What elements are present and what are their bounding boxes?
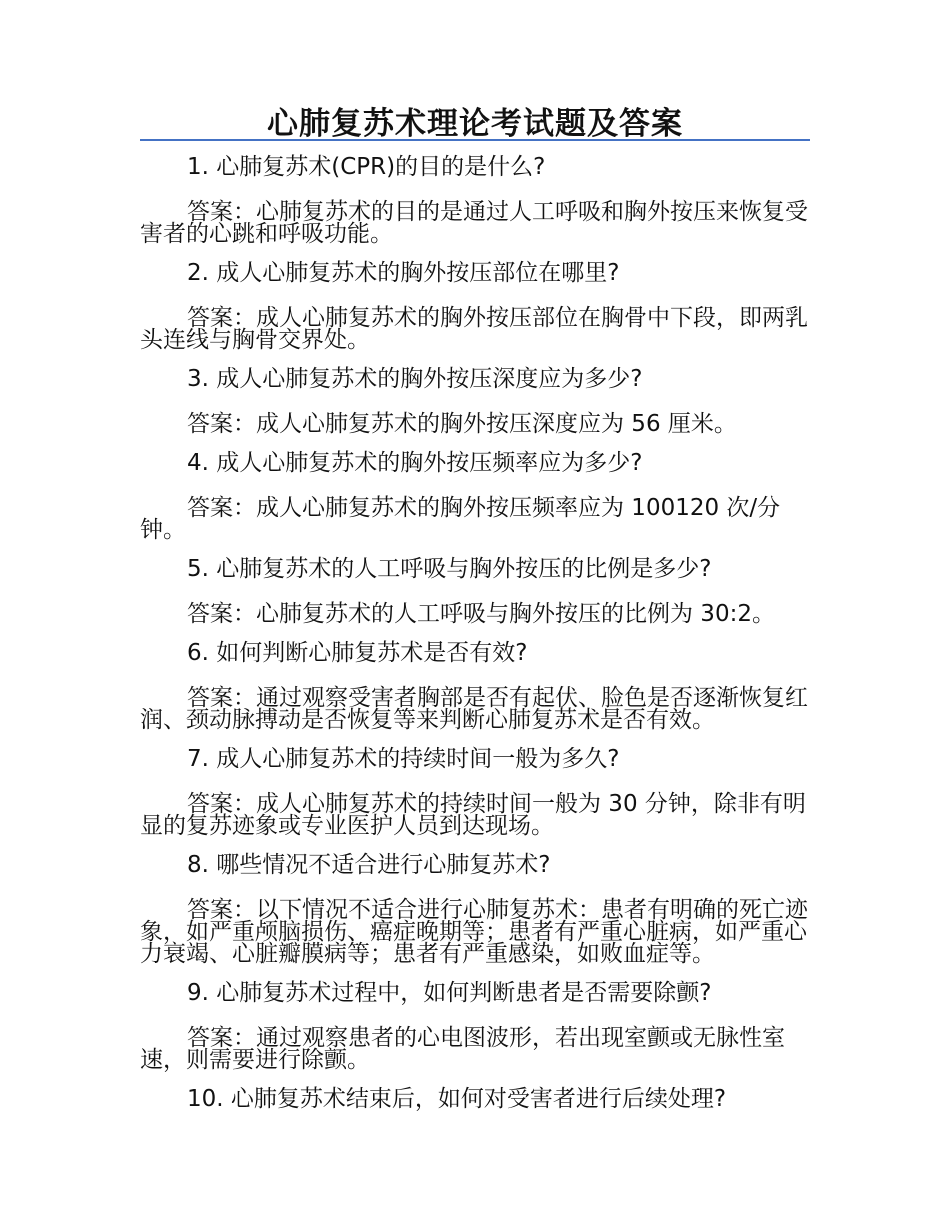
answer-7: 答案：成人心肺复苏术的持续时间一般为 30 分钟，除非有明显的复苏迹象或专业医护人员到达现场。 [140,791,806,839]
question-4: 4. 成人心肺复苏术的胸外按压频率应为多少? [187,450,643,476]
answer-3: 答案：成人心肺复苏术的胸外按压深度应为 56 厘米。 [187,411,737,437]
document-title: 心肺复苏术理论考试题及答案 [267,106,683,142]
answer-4: 答案：成人心肺复苏术的胸外按压频率应为 100120 次/分钟。 [140,495,781,543]
answer-2: 答案：成人心肺复苏术的胸外按压部位在胸骨中下段，即两乳头连线与胸骨交界处。 [140,305,808,353]
answer-5: 答案：心肺复苏术的人工呼吸与胸外按压的比例为 30:2。 [187,601,775,627]
question-5: 5. 心肺复苏术的人工呼吸与胸外按压的比例是多少? [187,556,712,582]
question-7: 7. 成人心肺复苏术的持续时间一般为多久? [187,746,620,772]
question-8: 8. 哪些情况不适合进行心肺复苏术? [187,852,551,878]
question-6: 6. 如何判断心肺复苏术是否有效? [187,640,528,666]
question-3: 3. 成人心肺复苏术的胸外按压深度应为多少? [187,366,643,392]
document-body [140,156,810,1133]
answer-8: 答案：以下情况不适合进行心肺复苏术：患者有明确的死亡迹象，如严重颅脑损伤、癌症晚期等；患者有严重心脏病，如严重心力衰竭、心脏瓣膜病等；患者有严重感染，如败血症等。 [140,897,808,967]
question-1: 1. 心肺复苏术(CPR)的目的是什么? [187,154,546,180]
question-10: 10. 心肺复苏术结束后，如何对受害者进行后续处理? [187,1086,727,1112]
title-underline [140,139,810,141]
answer-9: 答案：通过观察患者的心电图波形，若出现室颤或无脉性室速，则需要进行除颤。 [140,1025,785,1073]
question-2: 2. 成人心肺复苏术的胸外按压部位在哪里? [187,260,620,286]
answer-6: 答案：通过观察受害者胸部是否有起伏、脸色是否逐渐恢复红润、颈动脉搏动是否恢复等来判断心肺复苏术是否有效。 [140,685,808,733]
answer-1: 答案：心肺复苏术的目的是通过人工呼吸和胸外按压来恢复受害者的心跳和呼吸功能。 [140,199,808,247]
question-9: 9. 心肺复苏术过程中，如何判断患者是否需要除颤? [187,980,712,1006]
